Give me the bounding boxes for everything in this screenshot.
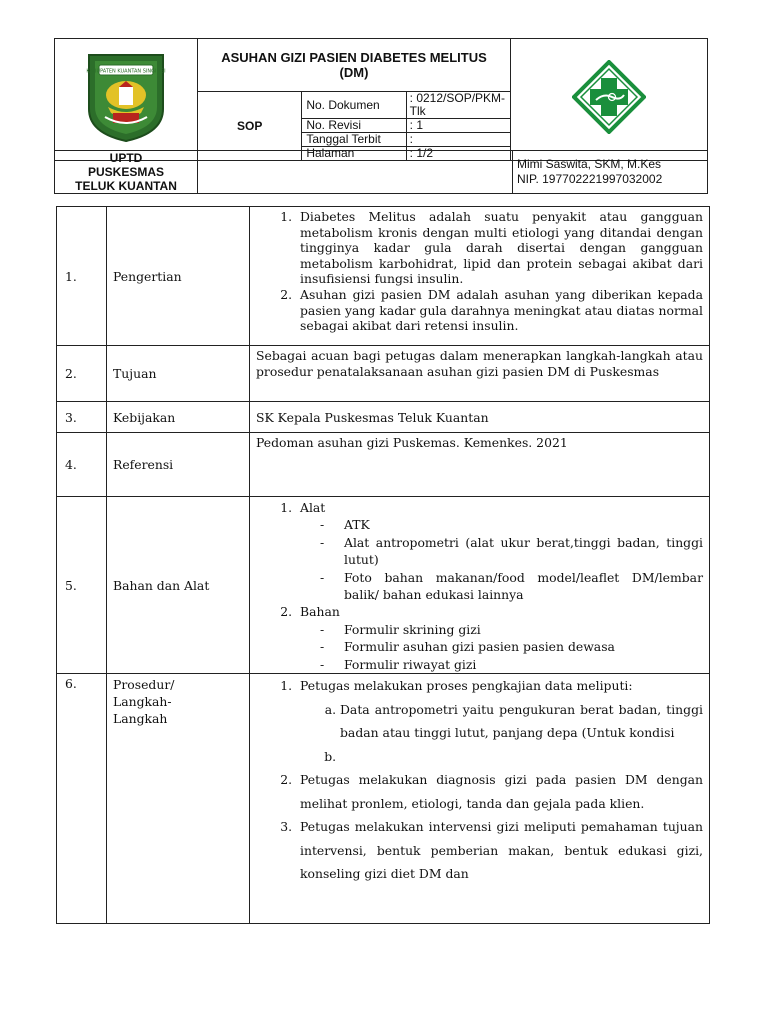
sop-header [54,38,708,161]
title-line-2: (DM) [339,65,369,80]
list-item [296,499,703,603]
document-title [198,39,511,92]
table-row [57,402,710,433]
row-number: 4. [57,433,107,497]
list-item: 2. Petugas melakukan diagnosis gizi pada pasien DM dengan melihat pronlem, etiologi, tanda dan gejala pada klien. [296,768,703,815]
row-number: 1. [57,207,107,346]
row-label: Referensi [107,433,250,497]
meta-label-issue-date: Tanggal Terbit [302,133,406,147]
row-number: 5. [57,497,107,674]
table-row [57,433,710,497]
list-item: 3. Petugas melakukan intervensi gizi meliputi pemahaman tujuan intervensi, bentuk pemberian makan, bentuk edukasi gizi, konseling gizi diet DM dan [296,815,703,886]
list-item: - Formulir asuhan gizi pasien pasien dewasa [344,638,703,655]
org-line-3: TELUK KUANTAN [75,179,177,193]
row-label: Tujuan [107,346,250,402]
group-title: Alat [300,500,326,515]
meta-label-revision: No. Revisi [302,119,406,133]
table-row [57,674,710,924]
step-text: Petugas melakukan proses pengkajian data meliputi: [300,678,633,694]
meta-value-page: : 1/2 [406,147,510,161]
left-logo-cell [55,39,198,161]
emblem-text: KABUPATEN KUANTAN SINGINGI [86,68,166,75]
list-item [340,745,703,769]
puskesmas-cross-icon [572,60,646,134]
row-number: 3. [57,402,107,433]
row-content [250,207,710,346]
list-item: 2. Asuhan gizi pasien DM adalah asuhan yang diberikan kepada pasien yang kadar gula darahnya meningkat atau diatas normal sebagai akibat dari retensi insulin. [296,287,703,334]
table-row [57,497,710,674]
list-item: - Foto bahan makanan/food model/leaflet DM/lembar balik/ bahan edukasi lainnya [344,569,703,604]
sop-content-table [56,206,710,924]
list-item: - ATK [344,516,703,533]
list-item: - Alat antropometri (alat ukur berat,tinggi badan, tinggi lutut) [344,534,703,569]
row-number: 2. [57,346,107,402]
table-row [57,346,710,402]
meta-value-issue-date: : [406,133,510,147]
sop-label: SOP [198,92,302,161]
row-content [250,674,710,924]
regency-emblem-icon [83,51,169,143]
list-item: 1. Diabetes Melitus adalah suatu penyakit atau gangguan metabolism kronis dengan multi etiologi yang ditandai dengan tingginya kadar gula darah disertai dengan gangguan metabolism karbohidrat, lipid dan protein sebagai akibat dari insufisiensi fungsi insulin. [296,209,703,287]
organization-name [55,151,198,194]
right-logo-cell [511,39,708,161]
list-item [296,603,703,673]
signer-nip: NIP. 197702221997032002 [517,172,663,186]
list-item: - Formulir skrining gizi [344,621,703,638]
signature-block [513,151,708,194]
blank-cell [198,151,513,194]
row-label: Pengertian [107,207,250,346]
org-line-2: PUSKESMAS [87,165,164,179]
list-item: a. Data antropometri yaitu pengukuran berat badan, tinggi badan atau tinggi lutut, panjang depa (Untuk kondisi [340,698,703,745]
row-content [250,497,710,674]
label-line: Langkah- [113,694,172,710]
table-row [57,207,710,346]
title-line-1: ASUHAN GIZI PASIEN DIABETES MELITUS [221,50,487,65]
row-content: SK Kepala Puskesmas Teluk Kuantan [250,402,710,433]
row-label: Bahan dan Alat [107,497,250,674]
row-label: Kebijakan [107,402,250,433]
meta-value-revision: : 1 [406,119,510,133]
list-item [296,674,703,768]
row-content: Sebagai acuan bagi petugas dalam menerapkan langkah-langkah atau prosedur penatalaksanaan asuhan gizi pasien DM di Puskesmas [250,346,710,402]
row-content: Pedoman asuhan gizi Puskemas. Kemenkes. 2021 [250,433,710,497]
row-number: 6. [57,674,107,924]
meta-label-page: Halaman [302,147,406,161]
list-item: - Formulir riwayat gizi [344,656,703,673]
label-line: Prosedur/ [113,677,175,693]
meta-value-doc-number: : 0212/SOP/PKM-Tlk [406,92,510,119]
group-title: Bahan [300,604,340,620]
meta-label-doc-number: No. Dokumen [302,92,406,119]
label-line: Langkah [113,711,168,727]
signer-name: Mimi Saswita, SKM, M.Kes [517,157,662,171]
sop-footer-row [54,150,708,194]
row-label [107,674,250,924]
org-line-1: UPTD [109,151,143,165]
